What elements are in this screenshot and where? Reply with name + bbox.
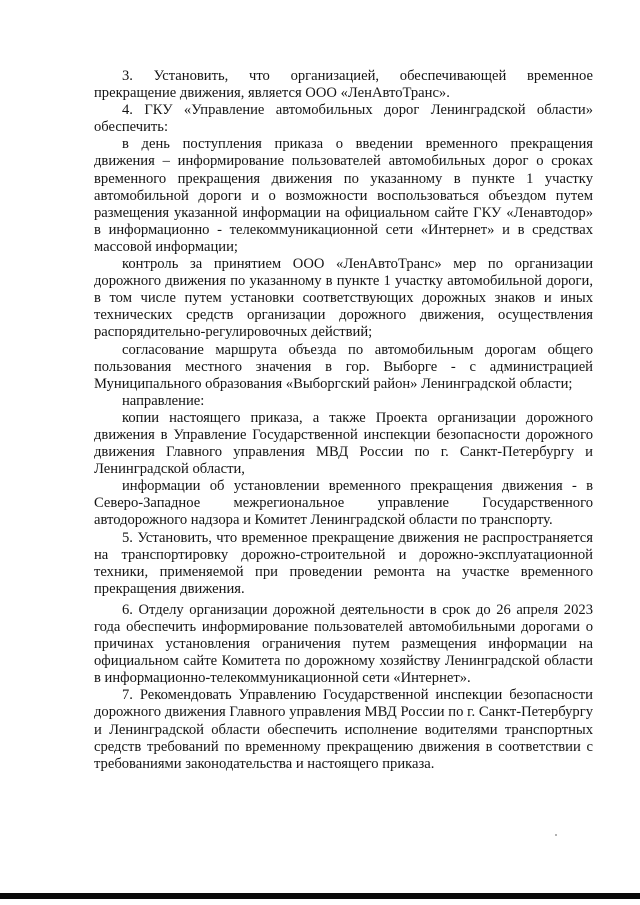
- paragraph-4-closure-info: информации об установлении временного прекращения движения - в Северо-Западное межрегиональное управление Государственного автодорожного надзора и Комитет Ленинградской области по транспорту.: [94, 478, 593, 529]
- paragraph-4-gku-duties: 4. ГКУ «Управление автомобильных дорог Ленинградской области» обеспечить:: [94, 102, 593, 136]
- document-body: [94, 68, 593, 773]
- scan-speck: [555, 834, 557, 836]
- paragraph-3-organizer: 3. Установить, что организацией, обеспечивающей временное прекращение движения, является ООО «ЛенАвтоТранс».: [94, 68, 593, 102]
- paragraph-6-department: 6. Отделу организации дорожной деятельности в срок до 26 апреля 2023 года обеспечить информирование пользователей автомобильными дорогами о причинах установления ограничения путем размещения информации на официальном сайте Комитета по дорожному хозяйству Ленинградской области в информационно-телекоммуникационной сети «Интернет».: [94, 601, 593, 687]
- paragraph-4-informing: в день поступления приказа о введении временного прекращения движения – информирование пользователей автомобильных дорог о сроках временного прекращения движения по указанному в пункте 1 участку автомобильной дороги и о возможности воспользоваться объездом путем размещения указанной информации на официальном сайте ГКУ «Ленавтодор» в информационно - телекоммуникационной сети «Интернет» и в средствах массовой информации;: [94, 136, 593, 255]
- paragraph-4-sending-heading: направление:: [122, 392, 205, 409]
- paragraph-7-recommendation: 7. Рекомендовать Управлению Государственной инспекции безопасности дорожного движения Главного управления МВД России по г. Санкт-Петербургу и Ленинградской области обеспечить исполнение водителями транспортных средств требований по временному прекращению движения в соответствии с требованиями законодательства и настоящего приказа.: [94, 687, 593, 772]
- paragraph-5-exemption: 5. Установить, что временное прекращение движения не распространяется на транспортировку дорожно-строительной и дорожно-эксплуатационной техники, применяемой при проведении ремонта на участке временного прекращения движения.: [94, 529, 593, 597]
- scan-edge-bar: [0, 893, 640, 899]
- paragraph-4-detour-approval: согласование маршрута объезда по автомобильным дорогам общего пользования местного значения в гор. Выборге - с администрацией Муниципального образования «Выборгский район» Ленинградской области;: [94, 341, 593, 392]
- paragraph-4-control: контроль за принятием ООО «ЛенАвтоТранс» мер по организации дорожного движения по указанному в пункте 1 участку автомобильной дороги, в том числе путем установки соответствующих дорожных знаков и иных технических средств организации дорожного движения, осуществления распорядительно-регулировочных действий;: [94, 256, 593, 341]
- paragraph-4-order-copies: копии настоящего приказа, а также Проекта организации дорожного движения в Управление Государственной инспекции безопасности дорожного движения Главного управления МВД России по г. Санкт-Петербургу и Ленинградской области,: [94, 409, 593, 478]
